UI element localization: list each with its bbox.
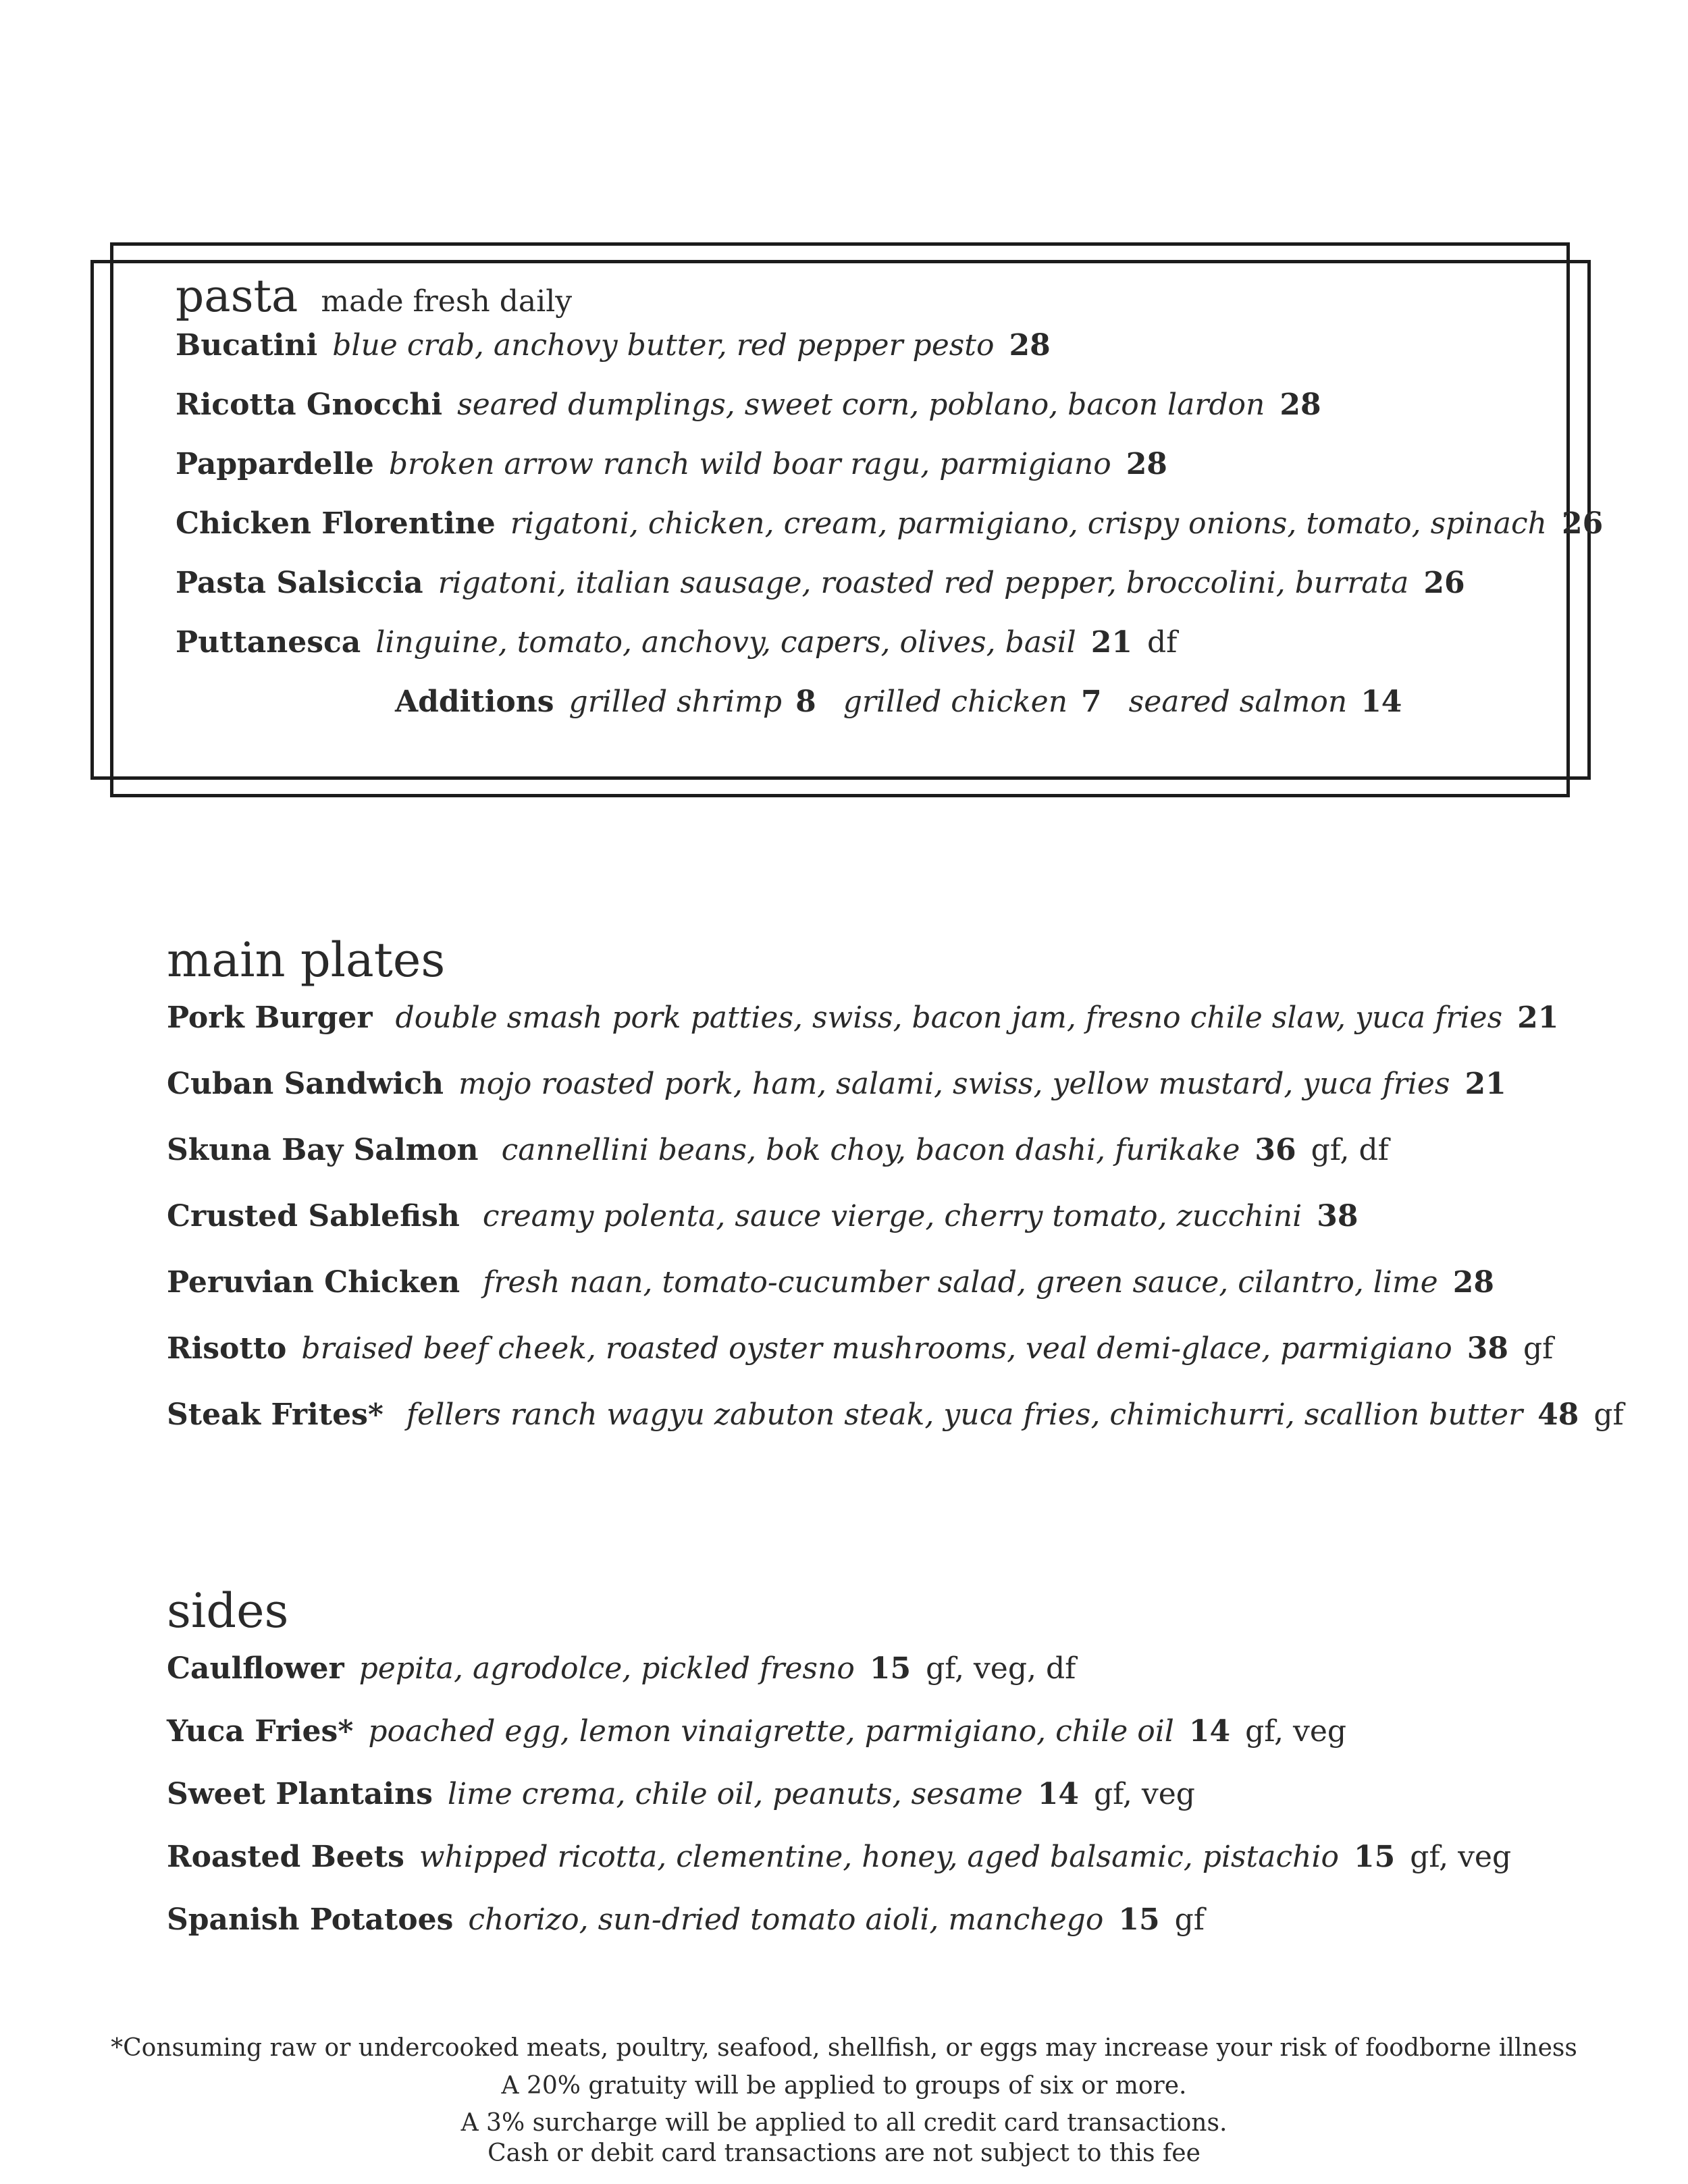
menu-item <box>167 1714 1585 1777</box>
addition-name: grilled shrimp <box>569 685 783 719</box>
menu-item <box>167 1651 1585 1714</box>
item-description: double smash pork patties, swiss, bacon jam, fresno chile slaw, yuca fries <box>395 1001 1503 1035</box>
menu-item <box>167 1840 1585 1902</box>
menu-item <box>176 506 1604 566</box>
menu-item <box>176 566 1539 625</box>
item-price: 38 <box>1317 1199 1359 1233</box>
item-price: 21 <box>1465 1067 1506 1101</box>
item-description: rigatoni, italian sausage, roasted red pepper, broccolini, burrata <box>438 566 1409 600</box>
item-dietary-tags: gf, veg <box>1093 1777 1195 1811</box>
gratuity-notice: A 20% gratuity will be applied to groups of six or more. <box>501 2072 1187 2100</box>
main-plates-section <box>167 920 1624 1464</box>
item-name: Roasted Beets <box>167 1840 404 1874</box>
pasta-section <box>176 270 1604 744</box>
item-price: 21 <box>1517 1001 1559 1035</box>
item-price: 28 <box>1009 328 1051 363</box>
item-dietary-tags: gf, veg <box>1245 1714 1347 1749</box>
item-name: Risotto <box>167 1331 287 1366</box>
item-dietary-tags: gf, veg, df <box>926 1651 1076 1686</box>
item-price: 26 <box>1423 566 1465 600</box>
pasta-header <box>176 270 1539 328</box>
item-description: broken arrow ranch wild boar ragu, parmigiano <box>388 447 1111 481</box>
item-description: chorizo, sun-dried tomato aioli, manchego <box>468 1902 1104 1937</box>
item-price: 14 <box>1188 1714 1231 1749</box>
item-name: Chicken Florentine <box>176 506 496 541</box>
item-name: Peruvian Chicken <box>167 1265 460 1300</box>
raw-food-warning: *Consuming raw or undercooked meats, poultry, seafood, shellfish, or eggs may increase your risk of foodborne illness <box>111 2034 1577 2062</box>
item-name: Pasta Salsiccia <box>176 566 423 600</box>
sides-section <box>167 1570 1585 1965</box>
item-dietary-tags: gf <box>1174 1902 1205 1937</box>
item-name: Pork Burger <box>167 1001 373 1035</box>
surcharge-notice: A 3% surcharge will be applied to all credit card transactions. <box>460 2109 1228 2137</box>
addition-name: grilled chicken <box>843 685 1068 719</box>
menu-footer <box>0 2029 1688 2168</box>
section-title: main plates <box>167 932 446 988</box>
item-price: 36 <box>1255 1133 1296 1167</box>
item-dietary-tags: gf <box>1523 1331 1554 1366</box>
item-description: blue crab, anchovy butter, red pepper pesto <box>332 328 995 363</box>
item-description: fresh naan, tomato-cucumber salad, green sauce, cilantro, lime <box>483 1265 1438 1300</box>
menu-item <box>176 625 1539 685</box>
item-price: 28 <box>1126 447 1167 481</box>
menu-item <box>167 1902 1585 1965</box>
item-name: Cuban Sandwich <box>167 1067 444 1101</box>
addition-price: 8 <box>795 685 816 719</box>
item-price: 14 <box>1037 1777 1079 1811</box>
item-description: linguine, tomato, anchovy, capers, olives, basil <box>375 625 1076 660</box>
item-description: fellers ranch wagyu zabuton steak, yuca fries, chimichurri, scallion butter <box>406 1397 1523 1432</box>
item-description: poached egg, lemon vinaigrette, parmigiano, chile oil <box>368 1714 1174 1749</box>
item-dietary-tags: gf <box>1593 1397 1624 1432</box>
item-name: Steak Frites* <box>167 1397 384 1432</box>
menu-item <box>167 1397 1624 1464</box>
item-description: rigatoni, chicken, cream, parmigiano, crispy onions, tomato, spinach <box>510 506 1547 541</box>
item-description: lime crema, chile oil, peanuts, sesame <box>447 1777 1023 1811</box>
item-description: creamy polenta, sauce vierge, cherry tomato, zucchini <box>482 1199 1302 1233</box>
item-price: 21 <box>1090 625 1132 660</box>
item-price: 26 <box>1561 506 1604 541</box>
item-name: Yuca Fries* <box>167 1714 354 1749</box>
item-price: 15 <box>869 1651 912 1686</box>
menu-item <box>176 447 1539 506</box>
item-description: seared dumplings, sweet corn, poblano, bacon lardon <box>457 388 1265 422</box>
item-name: Caulflower <box>167 1651 344 1686</box>
pasta-title: pasta <box>176 270 298 322</box>
menu-item <box>167 1067 1585 1133</box>
item-description: pepita, agrodolce, pickled fresno <box>359 1651 855 1686</box>
item-dietary-tags: gf, df <box>1311 1133 1389 1167</box>
item-name: Ricotta Gnocchi <box>176 388 443 422</box>
menu-item <box>176 388 1539 447</box>
item-dietary-tags: df <box>1146 625 1178 660</box>
item-price: 48 <box>1537 1397 1579 1432</box>
menu-item <box>167 1133 1585 1199</box>
menu-item <box>167 1265 1585 1331</box>
addition-name: seared salmon <box>1128 685 1348 719</box>
section-title: sides <box>167 1583 289 1639</box>
item-name: Puttanesca <box>176 625 361 660</box>
menu-item <box>167 1331 1585 1397</box>
item-name: Spanish Potatoes <box>167 1902 454 1937</box>
additions-label: Additions <box>395 685 554 719</box>
menu-item <box>167 1001 1585 1067</box>
item-price: 28 <box>1280 388 1321 422</box>
cash-debit-notice: Cash or debit card transactions are not subject to this fee <box>487 2139 1201 2167</box>
item-description: cannellini beans, bok choy, bacon dashi, furikake <box>501 1133 1240 1167</box>
item-description: whipped ricotta, clementine, honey, aged balsamic, pistachio <box>419 1840 1339 1874</box>
item-price: 15 <box>1118 1902 1160 1937</box>
item-description: braised beef cheek, roasted oyster mushrooms, veal demi-glace, parmigiano <box>301 1331 1452 1366</box>
menu-item <box>176 328 1539 388</box>
menu-item <box>167 1777 1585 1840</box>
item-name: Pappardelle <box>176 447 374 481</box>
additions-row <box>176 685 1539 744</box>
menu-item <box>167 1199 1585 1265</box>
pasta-subtitle: made fresh daily <box>321 284 573 319</box>
addition-price: 14 <box>1361 685 1402 719</box>
item-price: 28 <box>1452 1265 1494 1300</box>
item-price: 38 <box>1467 1331 1508 1366</box>
addition-price: 7 <box>1081 685 1102 719</box>
item-name: Sweet Plantains <box>167 1777 433 1811</box>
item-name: Crusted Sablefish <box>167 1199 460 1233</box>
item-description: mojo roasted pork, ham, salami, swiss, yellow mustard, yuca fries <box>458 1067 1450 1101</box>
item-price: 15 <box>1353 1840 1396 1874</box>
item-name: Bucatini <box>176 328 318 363</box>
item-dietary-tags: gf, veg <box>1410 1840 1512 1874</box>
item-name: Skuna Bay Salmon <box>167 1133 479 1167</box>
